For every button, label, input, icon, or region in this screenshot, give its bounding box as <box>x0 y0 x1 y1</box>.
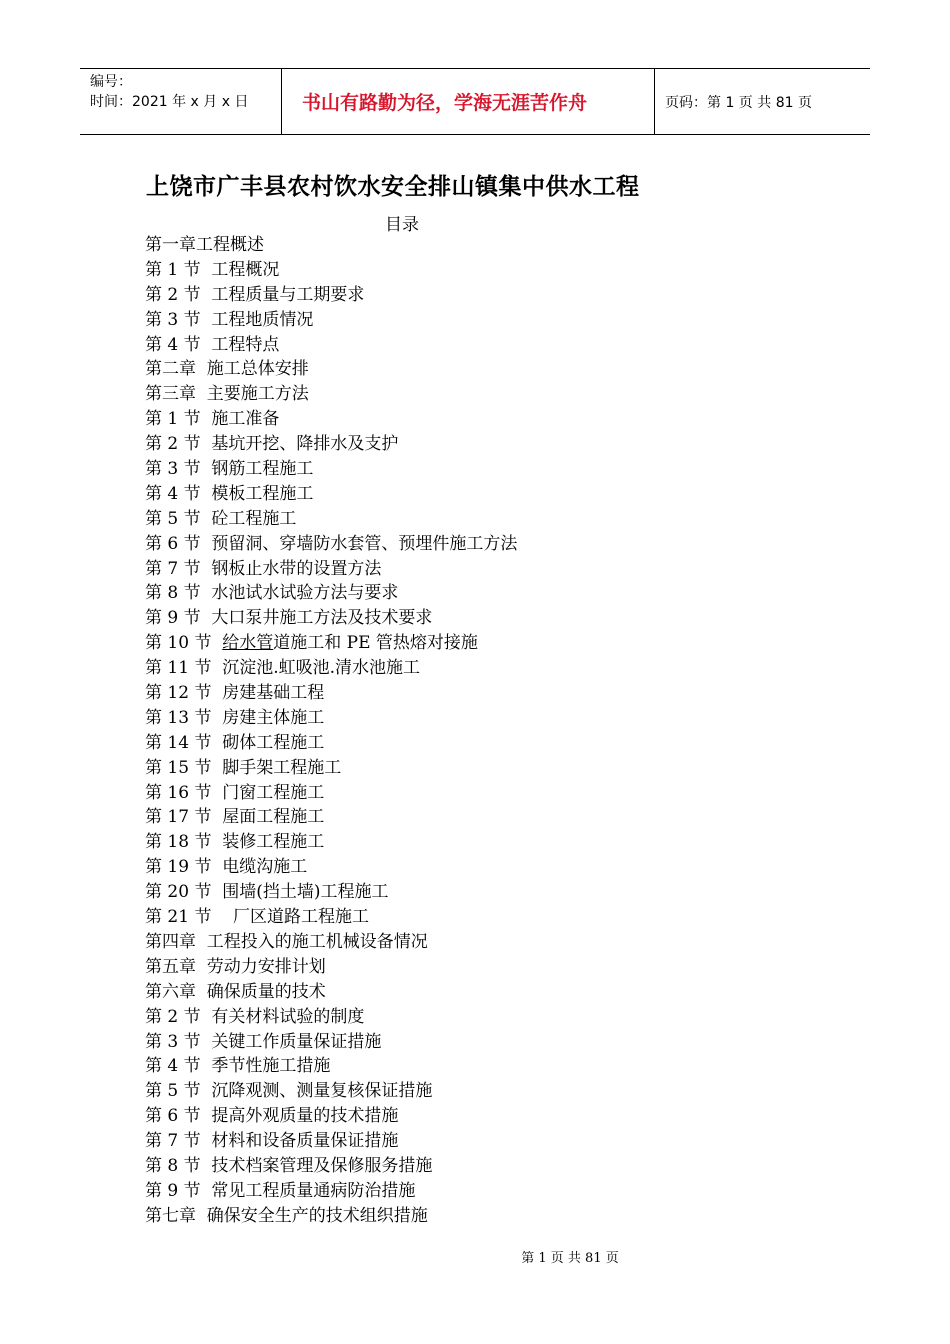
toc-entry-text: 第 3 节 关键工作质量保证措施 <box>145 1031 382 1052</box>
toc-entry-text: 第 14 节 砌体工程施工 <box>145 732 325 753</box>
toc-entry[interactable] <box>145 1154 517 1179</box>
toc-entry[interactable] <box>145 557 517 582</box>
toc-entry-text: 第 7 节 钢板止水带的设置方法 <box>145 558 382 579</box>
toc-entry[interactable] <box>145 357 517 382</box>
toc-entry-text: 第 5 节 沉降观测、测量复核保证措施 <box>145 1081 433 1102</box>
table-of-contents <box>145 233 517 1229</box>
toc-entry[interactable] <box>145 980 517 1005</box>
toc-entry[interactable] <box>145 1054 517 1079</box>
toc-entry[interactable] <box>145 333 517 358</box>
toc-entry-text: 第七章 确保安全生产的技术组织措施 <box>145 1205 428 1226</box>
toc-entry[interactable] <box>145 1204 517 1229</box>
toc-entry-text: 第 9 节 常见工程质量通病防治措施 <box>145 1180 416 1201</box>
toc-entry-text: 第 11 节 沉淀池.虹吸池.清水池施工 <box>145 658 421 679</box>
toc-entry-text: 第 10 节 <box>145 633 223 654</box>
toc-entry-text: 第 12 节 房建基础工程 <box>145 683 325 704</box>
toc-entry[interactable] <box>145 606 517 631</box>
toc-entry-text: 第 6 节 提高外观质量的技术措施 <box>145 1106 399 1127</box>
code-label: 编号： <box>90 74 132 90</box>
toc-entry-text: 第 2 节 有关材料试验的制度 <box>145 1006 365 1027</box>
header-slogan-cell <box>282 69 655 134</box>
toc-entry[interactable] <box>145 706 517 731</box>
toc-entry-text: 第 16 节 门窗工程施工 <box>145 782 325 803</box>
toc-entry[interactable] <box>145 830 517 855</box>
toc-entry[interactable] <box>145 1104 517 1129</box>
toc-entry-text: 第 3 节 工程地质情况 <box>145 309 314 330</box>
slogan-text: 书山有路勤为径，学海无涯苦作舟 <box>302 92 588 114</box>
toc-entry-text: 第二章 施工总体安排 <box>145 359 309 380</box>
toc-heading: 目录 <box>385 215 419 235</box>
toc-entry-text: 第 21 节 厂区道路工程施工 <box>145 907 370 928</box>
toc-entry[interactable] <box>145 781 517 806</box>
date-text: 时间：2021 年 x 月 x 日 <box>90 94 249 110</box>
toc-entry[interactable] <box>145 258 517 283</box>
toc-entry-text: 第一章工程概述 <box>145 235 264 255</box>
toc-entry-text: 第 8 节 技术档案管理及保修服务措施 <box>145 1155 433 1176</box>
toc-entry-text: 第 1 节 工程概况 <box>145 259 280 280</box>
toc-entry-text: 第 1 节 施工准备 <box>145 409 280 430</box>
toc-entry-text: 第 6 节 预留洞、穿墙防水套管、预埋件施工方法 <box>145 533 518 554</box>
toc-entry-text-rest: 道施工和 PE 管热熔对接施 <box>273 633 478 654</box>
page-header <box>80 68 870 135</box>
toc-entry-text: 第四章 工程投入的施工机械设备情况 <box>145 931 428 952</box>
toc-entry-text: 第 18 节 装修工程施工 <box>145 832 325 853</box>
toc-entry-text: 第三章 主要施工方法 <box>145 384 309 405</box>
toc-entry[interactable] <box>145 756 517 781</box>
toc-entry-text: 第 7 节 材料和设备质量保证措施 <box>145 1131 399 1152</box>
toc-entry[interactable] <box>145 880 517 905</box>
toc-entry[interactable] <box>145 532 517 557</box>
toc-entry-text: 第 8 节 水池试水试验方法与要求 <box>145 583 399 604</box>
toc-entry-text: 第 4 节 季节性施工措施 <box>145 1056 331 1077</box>
toc-entry[interactable] <box>145 1129 517 1154</box>
header-meta-cell <box>80 69 282 134</box>
toc-entry-text: 第 19 节 电缆沟施工 <box>145 857 308 878</box>
toc-entry-text: 第 2 节 工程质量与工期要求 <box>145 284 365 305</box>
page-info: 页码：第 1 页 共 81 页 <box>665 94 812 111</box>
toc-entry[interactable] <box>145 1079 517 1104</box>
toc-entry[interactable] <box>145 905 517 930</box>
toc-entry[interactable] <box>145 1030 517 1055</box>
toc-entry[interactable] <box>145 855 517 880</box>
toc-entry[interactable] <box>145 308 517 333</box>
toc-entry[interactable] <box>145 731 517 756</box>
toc-entry-text: 第 20 节 围墙(挡土墙)工程施工 <box>145 882 389 903</box>
toc-entry[interactable] <box>145 805 517 830</box>
toc-entry[interactable] <box>145 631 517 656</box>
toc-entry[interactable] <box>145 955 517 980</box>
document-title: 上饶市广丰县农村饮水安全排山镇集中供水工程 <box>146 174 640 200</box>
toc-entry-text: 第 13 节 房建主体施工 <box>145 707 325 728</box>
page-footer: 第 1 页 共 81 页 <box>521 1251 619 1266</box>
toc-entry[interactable] <box>145 407 517 432</box>
toc-entry-text: 第 17 节 屋面工程施工 <box>145 807 325 828</box>
toc-entry-text: 第 2 节 基坑开挖、降排水及支护 <box>145 434 399 455</box>
toc-entry[interactable] <box>145 457 517 482</box>
toc-entry[interactable] <box>145 581 517 606</box>
toc-entry-text: 第 4 节 工程特点 <box>145 334 280 355</box>
toc-entry[interactable] <box>145 656 517 681</box>
toc-entry[interactable] <box>145 432 517 457</box>
toc-entry[interactable] <box>145 283 517 308</box>
toc-entry[interactable] <box>145 482 517 507</box>
toc-entry[interactable] <box>145 382 517 407</box>
toc-entry-text: 第 5 节 砼工程施工 <box>145 508 297 529</box>
toc-entry[interactable] <box>145 1179 517 1204</box>
toc-entry-text: 第 3 节 钢筋工程施工 <box>145 459 314 480</box>
toc-entry[interactable] <box>145 507 517 532</box>
toc-entry-text: 第六章 确保质量的技术 <box>145 981 326 1002</box>
toc-entry[interactable] <box>145 1005 517 1030</box>
toc-entry-text: 第 4 节 模板工程施工 <box>145 483 314 504</box>
toc-entry[interactable] <box>145 233 517 258</box>
toc-entry-link[interactable]: 给水管 <box>222 633 274 654</box>
toc-entry[interactable] <box>145 681 517 706</box>
toc-entry-text: 第 9 节 大口泵井施工方法及技术要求 <box>145 608 433 629</box>
header-page-cell <box>655 69 870 134</box>
toc-entry-text: 第五章 劳动力安排计划 <box>145 956 326 977</box>
toc-entry-text: 第 15 节 脚手架工程施工 <box>145 757 342 778</box>
toc-entry[interactable] <box>145 930 517 955</box>
